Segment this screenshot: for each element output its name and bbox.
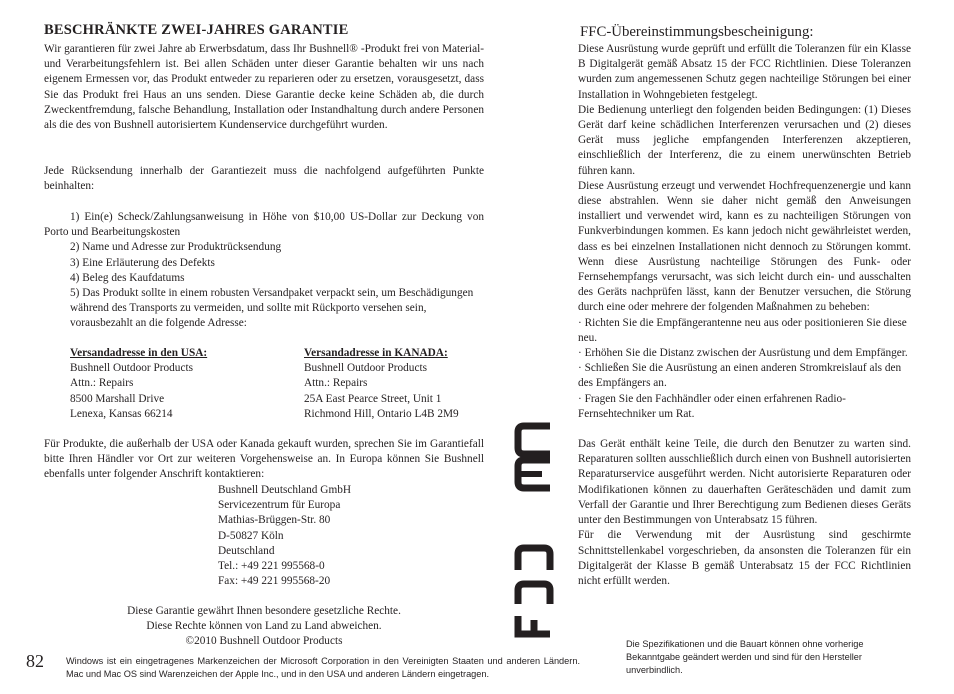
address-line: Deutschland: [218, 544, 275, 557]
canada-address: [304, 346, 494, 422]
fcc-bullet: · Erhöhen Sie die Distanz zwischen der Ausrüstung und dem Empfänger.: [578, 347, 908, 360]
address-line: Fax: +49 221 995568-20: [218, 575, 331, 588]
outside-intro: Für Produkte, die außerhalb der USA oder Kanada gekauft wurden, sprechen Sie im Garantiefall bitte Ihren Händler vor Ort zur weiteren Vorgehensweise an. In Europa können Sie Bushnell ebenfalls unter folgender Anschrift kontaktieren:: [44, 438, 484, 481]
ce-logo: [514, 420, 554, 492]
fcc-text: FCC: [514, 540, 516, 541]
usa-address: [70, 346, 290, 422]
fcc-body: [578, 42, 911, 589]
list-item: 5) Das Produkt sollte in einem robusten Versandpaket verpackt sein, um Beschädigungen während des Transports zu vermeiden, und sollte mit Rückporto versehen sein, vorausbezahlt an die folgende Adresse:: [70, 287, 474, 330]
canada-address-title: Versandadresse in KANADA:: [304, 347, 448, 359]
address-line: 8500 Marshall Drive: [70, 392, 165, 405]
address-line: Servicezentrum für Europa: [218, 499, 341, 512]
warranty-heading: BESCHRÄNKTE ZWEI-JAHRES GARANTIE: [44, 22, 349, 38]
address-line: Richmond Hill, Ontario L4B 2M9: [304, 407, 459, 420]
address-line: Lenexa, Kansas 66214: [70, 407, 173, 420]
fcc-paragraph: Diese Ausrüstung wurde geprüft und erfüllt die Toleranzen für ein Klasse B Digitalgerät gemäß Absatz 15 der FCC Richtlinien. Diese Toleranzen wurden zum angemessenen Schutz gegen nachteilige Störungen bei einer Installation in Wohngebieten festgelegt.: [578, 43, 911, 101]
address-line: Bushnell Outdoor Products: [70, 362, 194, 375]
list-item: 1) Ein(e) Scheck/Zahlungsanweisung in Höhe von $10,00 US-Dollar zur Deckung von Porto und Bearbeitungskosten: [44, 211, 484, 239]
returns-list: [44, 210, 484, 332]
warranty-intro: Wir garantieren für zwei Jahre ab Erwerbsdatum, dass Ihr Bushnell® -Produkt frei von Material- und Verarbeitungsfehlern ist. Bei allen Schäden unter dieser Garantie behalten wir uns nach eigenem Ermessen vor, das Produkt entweder zu reparieren oder zu ersetzen, vorausgesetzt, dass Sie das Produkt frei Haus an uns senden. Diese Garantie decke keine Schäden ab, die durch Zweckentfremdung, falsche Behandlung, Installation oder Instandhaltung durch andere Personen als die des von Bushnell autorisiertem Kundenservice durchgeführt wurden.: [44, 43, 484, 132]
fcc-logo: [514, 540, 554, 640]
address-line: Tel.: +49 221 995568-0: [218, 560, 325, 573]
list-item: 4) Beleg des Kaufdatums: [70, 271, 185, 284]
cable-paragraph: Für die Verwendung mit der Ausrüstung sind geschirmte Schnittstellenkabel vorgeschrieben, da ansonsten die Toleranzen für ein Digitalgerät der Klasse B gemäß Unterabsatz 15 der FCC Richtlinien nicht erfüllt werden.: [578, 529, 911, 587]
specification-note: Die Spezifikationen und die Bauart können ohne vorherige Bekanntgabe geändert werden und sind für den Hersteller unverbindlich.: [626, 639, 864, 675]
trademark-note: Windows ist ein eingetragenes Markenzeichen der Microsoft Corporation in den Vereinigten Staaten und anderen Ländern. Mac und Mac OS sind Warenzeichen der Apple Inc., und in den USA und anderen Ländern eingetragen.: [66, 656, 580, 679]
rights-line: Diese Rechte können von Land zu Land abweichen.: [146, 620, 382, 633]
rights-line: Diese Garantie gewährt Ihnen besondere gesetzliche Rechte.: [127, 605, 401, 617]
usa-address-title: Versandadresse in den USA:: [70, 347, 208, 359]
address-line: 25A East Pearce Street, Unit 1: [304, 392, 442, 405]
fcc-bullet: · Schließen Sie die Ausrüstung an einen anderen Stromkreislauf als den des Empfängers an.: [578, 362, 902, 390]
repair-paragraph: Das Gerät enthält keine Teile, die durch den Benutzer zu warten sind. Reparaturen sollten ausschließlich durch einen von Bushnell autorisierten Reparaturservice ausgeführt werden. Nicht autorisierte Reparaturen oder Modifikationen können zu dauerhaften Geräteschäden und damit zum Verfall der Garantie und Ihrer Berechtigung zum Bedienen dieses Geräts unter den Bestimmungen von Unterabsatz 15 führen.: [578, 438, 911, 527]
ce-text: CE: [514, 420, 516, 421]
europe-address: [218, 483, 418, 589]
list-item: 3) Eine Erläuterung des Defekts: [70, 256, 215, 269]
copyright-line: ©2010 Bushnell Outdoor Products: [185, 635, 343, 648]
address-line: Bushnell Deutschland GmbH: [218, 484, 352, 496]
fcc-bullet: · Fragen Sie den Fachhändler oder einen erfahrenen Radio-Fernsehtechniker um Rat.: [578, 392, 846, 420]
fcc-bullet: · Richten Sie die Empfängerantenne neu aus oder positionieren Sie diese neu.: [578, 316, 907, 344]
returns-intro: Jede Rücksendung innerhalb der Garantiezeit muss die nachfolgend aufgeführten Punkte beinhalten:: [44, 165, 484, 193]
fcc-heading: FFC-Übereinstimmungsbescheinigung:: [580, 24, 814, 40]
address-line: Attn.: Repairs: [304, 377, 368, 390]
address-line: Mathias-Brüggen-Str. 80: [218, 514, 331, 527]
address-line: D-50827 Köln: [218, 529, 284, 542]
legal-rights: [44, 604, 484, 650]
address-line: Bushnell Outdoor Products: [304, 362, 428, 375]
fcc-paragraph: Diese Ausrüstung erzeugt und verwendet Hochfrequenzenergie und kann diese abstrahlen. Wenn sie daher nicht gemäß den Anweisungen installiert und verwendet wird, kann es zu nachteiligen Störungen von Funkverbindungen kommen. Es kann jedoch nicht gewährleistet werden, dass es bei einzelnen Installationen nicht dennoch zu Störungen kommt. Wenn diese Ausrüstung nachteilige Störungen des Funk- oder Fernsehempfangs verursacht, was sich leicht durch ein- und ausschalten des Geräts nachprüfen lässt, kann der Benutzer versuchen, die Störung durch eine oder mehrere der folgenden Maßnahmen zu beheben:: [578, 179, 911, 314]
address-line: Attn.: Repairs: [70, 377, 134, 390]
fcc-paragraph: Die Bedienung unterliegt den folgenden beiden Bedingungen: (1) Dieses Gerät darf keine schädlichen Interferenzen verursachen und (2) dieses Gerät muss jegliche empfangenden Interferenzen akzeptieren, einschließlich der Interferenz, die zu einem unerwünschten Betrieb führen kann.: [578, 103, 911, 177]
page-number: 82: [26, 651, 44, 671]
list-item: 2) Name und Adresse zur Produktrücksendung: [70, 241, 282, 254]
